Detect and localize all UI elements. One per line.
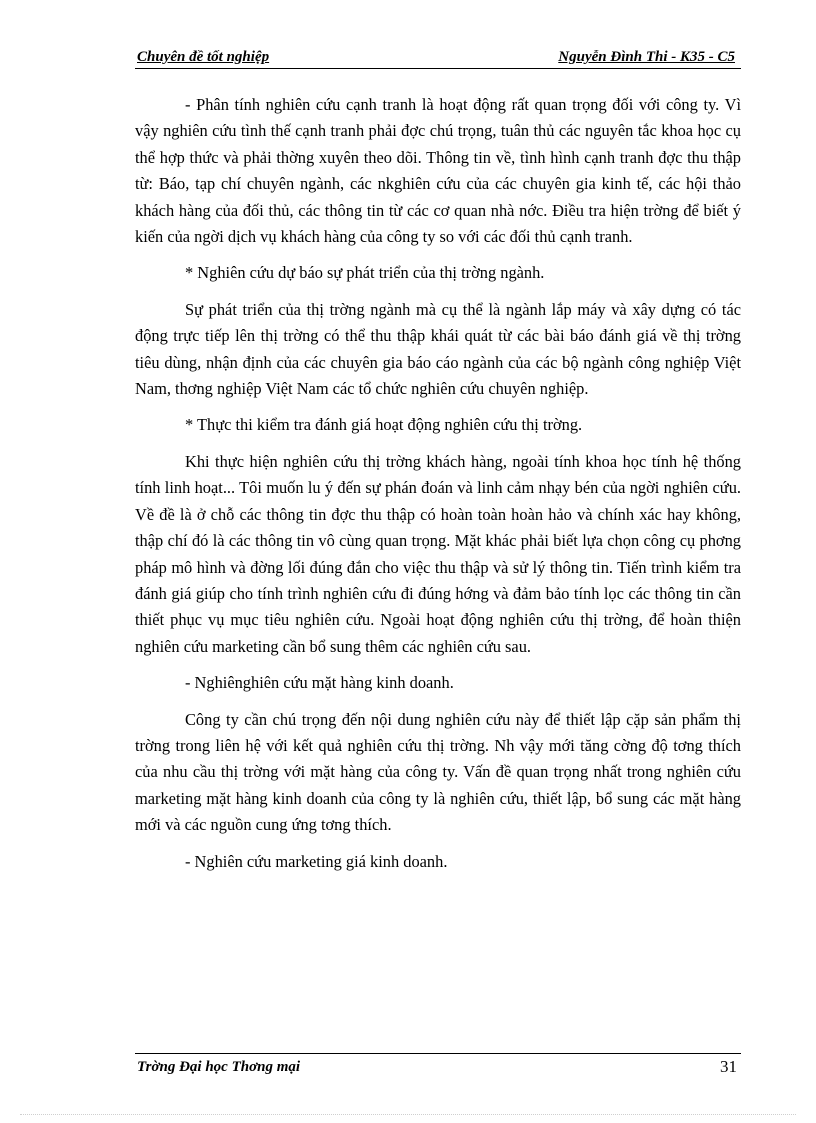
paragraph-evaluation-heading: * Thực thi kiểm tra đánh giá hoạt động nghiên cứu thị trờng. — [185, 415, 583, 435]
paragraph-competition-analysis: - Phân tính nghiên cứu cạnh tranh là hoạt động rất quan trọng đối với công ty. Vì vậy nghiên cứu tình thế cạnh tranh phải đợc chú trọng, tuân thủ các nguyên tắc khoa học cụ thể hợp thức và phải thờng xuyên theo dõi. Thông tin về, tình hình cạnh tranh đợc thu thập từ: Báo, tạp chí chuyên ngành, các nkghiên cứu của các chuyên gia kinh tế, các hội thảo khách hàng của đối thủ, các thông tin từ các cơ quan nhà nớc. Điều tra hiện trờng để biết ý kiến của ngời dịch vụ khách hàng của công ty so với các đối thủ cạnh tranh. — [135, 95, 741, 247]
paragraph-industry-development: Sự phát triển của thị trờng ngành mà cụ thể là ngành lắp máy và xây dựng có tác động trực tiếp lên thị trờng có thể thu thập khái quát từ các bài báo đánh giá về thị trờng tiêu dùng, nhận định của các chuyên gia báo cáo ngành của các bộ ngành công nghiệp Việt Nam, thơng nghiệp Việt Nam các tổ chức nghiên cứu chuyên nghiệp. — [135, 299, 741, 399]
paragraph-product-research: Công ty cần chú trọng đến nội dung nghiên cứu này để thiết lập cặp sản phẩm thị trờng trong liên hệ với kết quả nghiên cứu thị trờng. Nh vậy mới tăng cờng độ tơng thích của nhu cầu thị trờng với mặt hàng của công ty. Vấn đề quan trọng nhất trong nghiên cứu marketing mặt hàng kinh doanh của công ty là nghiên cứu, thiết lập, bổ sung các mặt hàng mới và các nguồn cung ứng tơng thích. — [135, 709, 741, 835]
paragraph-research-execution: Khi thực hiện nghiên cứu thị trờng khách hàng, ngoài tính khoa học tính hệ thống tính linh hoạt... Tôi muốn lu ý đến sự phán đoán và linh cảm nhạy bén của ngời nghiên cứu. Về đề là ở chỗ các thông tin đợc thu thập có hoàn toàn hoàn hảo và chính xác hay không, thập chí đó là các thông tin vô cùng quan trọng. Mặt khác phải biết lựa chọn công cụ phơng pháp mô hình và đờng lối đúng đắn cho việc thu thập và sử lý thông tin. Tiến trình kiểm tra đánh giá giúp cho tính trình nghiên cứu đi đúng hớng và đảm bảo tính lọc các thông tin cần thiết phục vụ mục tiêu nghiên cứu. Ngoài hoạt động nghiên cứu thị trờng, để hoàn thiện nghiên cứu marketing cần bổ sung thêm các nghiên cứu sau. — [135, 451, 741, 656]
paragraph-product-research-heading: - Nghiênghiên cứu mặt hàng kinh doanh. — [185, 673, 454, 693]
paragraph-price-research-heading: - Nghiên cứu marketing giá kinh doanh. — [185, 851, 448, 871]
page-header — [135, 46, 741, 69]
page-footer — [135, 1053, 741, 1076]
page-number: 31 — [720, 1057, 737, 1076]
document-body — [135, 92, 741, 885]
header-author: Nguyễn Đình Thi - K35 - C5 — [558, 49, 735, 65]
footer-school: Trờng Đại học Thơng mại — [137, 1059, 301, 1075]
page-edge-divider — [20, 1114, 796, 1115]
paragraph-forecast-heading: * Nghiên cứu dự báo sự phát triển của thị trờng ngành. — [185, 263, 545, 283]
header-title: Chuyên đề tốt nghiệp — [137, 49, 270, 65]
